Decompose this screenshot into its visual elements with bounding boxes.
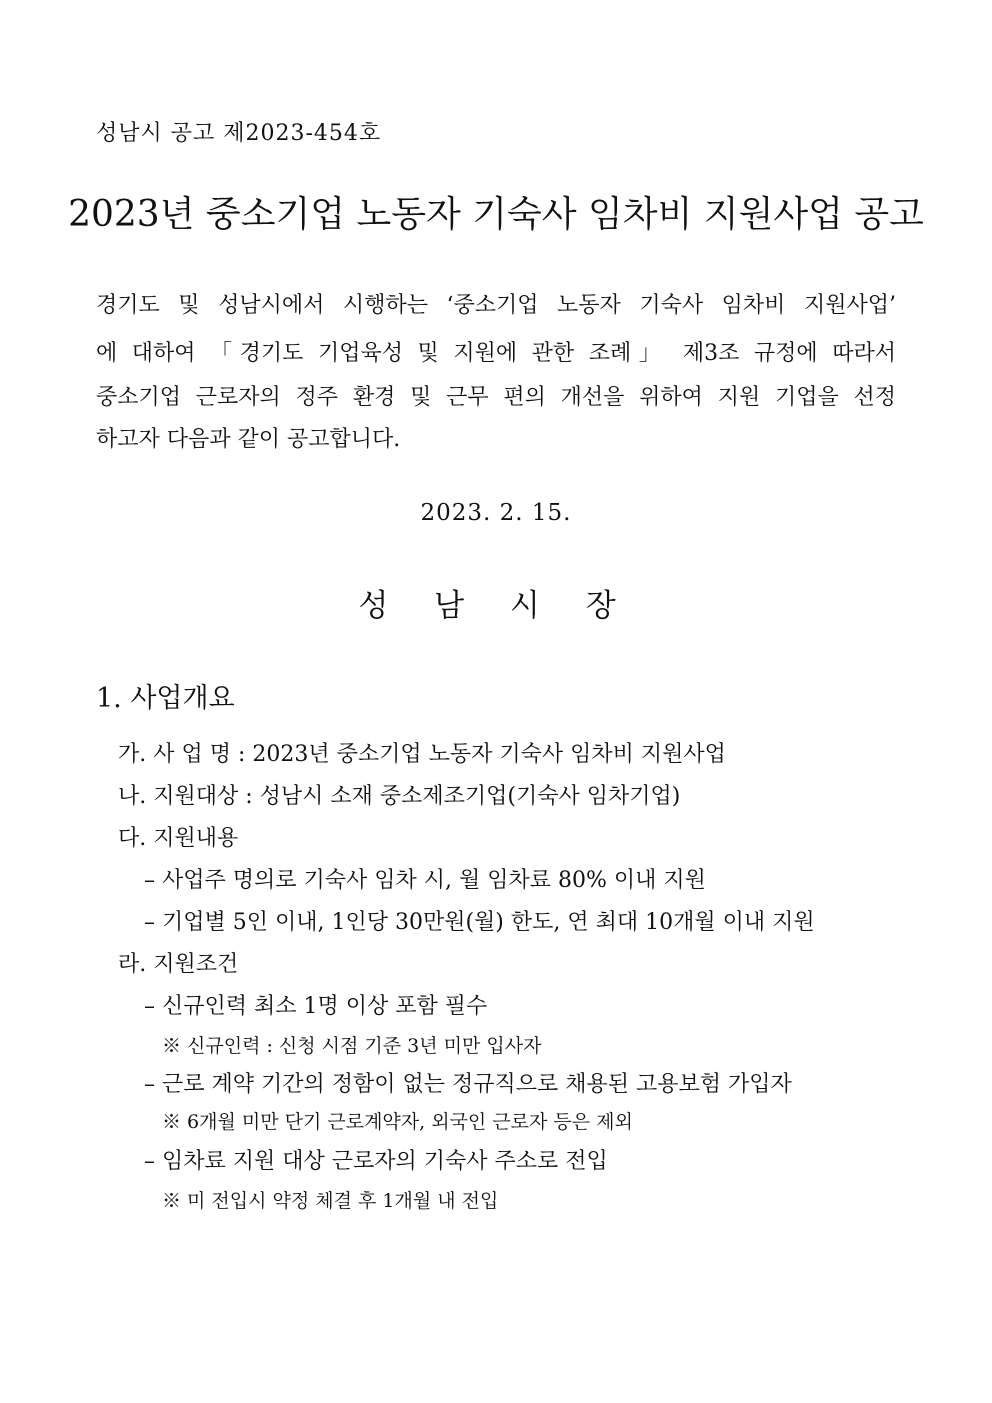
condition-bullet: – 신규인력 최소 1명 이상 포함 필수 <box>144 994 488 1019</box>
document-title: 2023년 중소기업 노동자 기숙사 임차비 지원사업 공고 <box>68 194 924 235</box>
condition-note: ※ 6개월 미만 단기 근로계약자, 외국인 근로자 등은 제외 <box>162 1111 633 1133</box>
condition-bullet: – 근로 계약 기간의 정함이 없는 정규직으로 채용된 고용보험 가입자 <box>144 1072 792 1097</box>
item-target: 나. 지원대상 : 성남시 소재 중소제조기업(기숙사 임차기업) <box>118 784 681 809</box>
condition-bullet: – 임차료 지원 대상 근로자의 기숙사 주소로 전입 <box>144 1149 608 1174</box>
content-bullet: – 기업별 5인 이내, 1인당 30만원(월) 한도, 연 최대 10개월 이내 지원 <box>144 910 815 935</box>
intro-line: 경기도 및 성남시에서 시행하는 ‘중소기업 노동자 기숙사 임차비 지원사업’ <box>96 293 896 318</box>
condition-note: ※ 미 전입시 약정 체결 후 1개월 내 전입 <box>162 1190 499 1212</box>
intro-line: 하고자 다음과 같이 공고합니다. <box>96 427 401 452</box>
notice-number: 성남시 공고 제2023-454호 <box>96 121 382 146</box>
content-bullet: – 사업주 명의로 기숙사 임차 시, 월 임차료 80% 이내 지원 <box>144 868 706 893</box>
condition-note: ※ 신규인력 : 신청 시점 기준 3년 미만 입사자 <box>162 1035 542 1057</box>
item-project-name: 가. 사 업 명 : 2023년 중소기업 노동자 기숙사 임차비 지원사업 <box>118 742 726 767</box>
notice-date: 2023. 2. 15. <box>420 500 572 526</box>
signer: 성 남 시 장 <box>358 588 634 624</box>
item-conditions-heading: 라. 지원조건 <box>118 952 239 977</box>
item-content-heading: 다. 지원내용 <box>118 826 239 851</box>
intro-line: 에 대하여 「경기도 기업육성 및 지원에 관한 조례」 제3조 규정에 따라서 <box>96 341 896 366</box>
section-heading: 1. 사업개요 <box>96 683 235 714</box>
intro-line: 중소기업 근로자의 정주 환경 및 근무 편의 개선을 위하여 지원 기업을 선정 <box>96 385 896 410</box>
